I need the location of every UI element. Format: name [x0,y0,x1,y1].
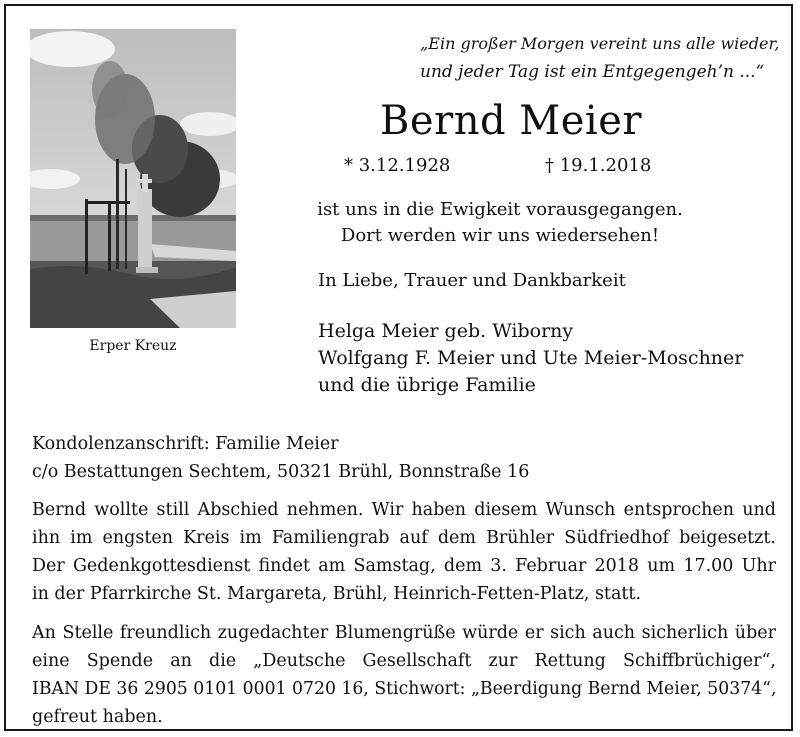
epigraph-quote [420,30,780,86]
family-line: Helga Meier geb. Wiborny [318,320,574,342]
paragraph-line: eine Spende an die „Deutsche Gesellschaft zur Rettung Schiffbrüchiger“, [32,651,776,671]
paragraph-line: gefreut haben. [32,707,163,727]
memorial-photo [30,29,236,328]
paragraph-line: ihn im engsten Kreis im Familiengrab auf dem Brühler Südfriedhof beigesetzt. [32,528,776,548]
death-date [545,155,651,176]
paragraph-line: An Stelle freundlich zugedachter Blumengrüße würde er sich auch sicherlich über [32,623,776,643]
photo-caption: Erper Kreuz [89,338,177,354]
address-line: Kondolenzanschrift: Familie Meier [32,434,339,454]
love-line: In Liebe, Trauer und Dankbarkeit [318,270,626,291]
cross-landscape-image [30,29,236,328]
paragraph-line: Der Gedenkgottesdienst findet am Samstag, dem 3. Februar 2018 um 17.00 Uhr [32,556,776,576]
death-symbol: † [545,155,554,176]
donation-paragraph [32,619,776,731]
death-date-value: 19.1.2018 [559,155,652,176]
birth-symbol: * [344,155,353,176]
birth-date-value: 3.12.1928 [358,155,451,176]
passed-line: Dort werden wir uns wiedersehen! [340,225,660,246]
paragraph-line: IBAN DE 36 2905 0101 0001 0720 16, Stichwort: „Beerdigung Bernd Meier, 50374“, [32,679,777,699]
paragraph-line: Bernd wollte still Abschied nehmen. Wir haben diesem Wunsch entsprochen und [32,500,776,520]
address-line: c/o Bestattungen Sechtem, 50321 Brühl, Bonnstraße 16 [32,462,530,482]
paragraph-line: in der Pfarrkirche St. Margareta, Brühl, Heinrich-Fetten-Platz, statt. [32,584,642,604]
deceased-name: Bernd Meier [380,98,642,144]
birth-date [344,155,450,176]
family-line: und die übrige Familie [318,374,536,396]
condolence-address [32,430,529,486]
quote-line: und jeder Tag ist ein Entgegengeh’n ...“ [420,62,765,82]
family-line: Wolfgang F. Meier und Ute Meier-Moschner [318,347,744,369]
passed-line: ist uns in die Ewigkeit vorausgegangen. [317,199,683,220]
family-signatures [318,318,743,399]
funeral-info-paragraph [32,496,776,608]
passed-away-text [260,197,740,249]
quote-line: „Ein großer Morgen vereint uns alle wieder, [420,34,780,53]
